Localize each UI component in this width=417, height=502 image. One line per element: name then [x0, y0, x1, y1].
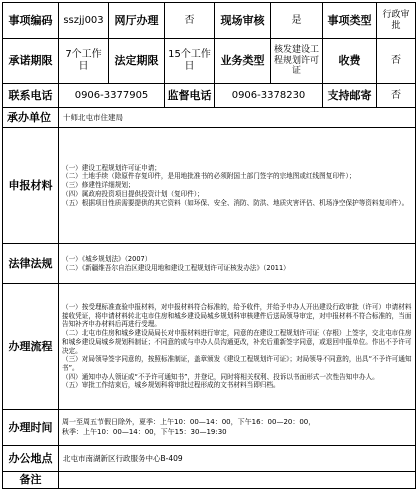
office-hours-label: 办理时间: [3, 410, 59, 446]
onsite-review-value: 是: [271, 3, 323, 39]
materials-item-2: （二）土地手续（除原件存复印件，是用地批准书的必须附国土部门签字的宗地图或红线图复印件）；: [62, 172, 356, 181]
materials-item-3: （三）修建性详细规划；: [62, 181, 135, 190]
row-laws: [3, 244, 416, 284]
remarks-value: [59, 472, 416, 489]
fee-value: 否: [377, 39, 416, 84]
mail-support-label: 支持邮寄: [323, 84, 377, 108]
handling-unit-value: 十师北屯市住建局: [59, 108, 416, 128]
service-info-table: [2, 2, 416, 489]
process-step-3: （三）对局领导签字同意的，按照标准制证，盖章颁发《建设工程规划许可证》；对局领导不同意的，出具“不予许可通知书”。: [62, 355, 412, 372]
materials-item-5: （五）根据项目性质需要提供的其它资料（如环保、安全、消防、防洪、地质灾害评估、机场净空保护等资料复印件）。: [62, 198, 409, 207]
remarks-label: 备注: [3, 472, 59, 489]
mail-support-value: 否: [377, 84, 416, 108]
contact-phone-label: 联系电话: [3, 84, 59, 108]
promise-deadline-value: 7个工作日: [59, 39, 109, 84]
row-office-location: [3, 446, 416, 472]
supervision-phone-value: 0906-3378230: [215, 84, 323, 108]
online-handling-value: 否: [165, 3, 215, 39]
business-type-label: 业务类型: [215, 39, 271, 84]
row-process: [3, 284, 416, 410]
row-deadlines: [3, 39, 416, 84]
laws-label: 法律法规: [3, 244, 59, 284]
business-type-value: 核发建设工程规划许可证: [271, 39, 323, 84]
office-hours-line-1: 周一至周五节假日除外，夏季：上午10：00—14：00，下午16：00—20：00，: [62, 418, 316, 427]
office-hours-line-2: 秋季：上午10：00—14：00，下午15：30—19:30: [62, 427, 227, 436]
legal-deadline-value: 15个工作日: [165, 39, 215, 84]
row-materials: [3, 128, 416, 244]
handling-unit-label: 承办单位: [3, 108, 59, 128]
row-office-hours: [3, 410, 416, 446]
process-step-2: （二）北屯市住房和城乡建设局局长对申报材料进行审定，同意的在建设工程规划许可证（存根）上签字，交北屯市住房和城乡建设局城乡规划科制证；不同意的或与申办人员沟通更改，补充后重新签字同意，或退回申报单位。作出不予许可决定。: [62, 329, 412, 355]
process-step-5: （五）审批工作结束后，城乡规划科将审批过程形成的文书材料当即归档。: [62, 381, 280, 390]
law-item-2: （二）《新疆维吾尔自治区建设用地和建设工程规划许可证核发办法》（2011）: [62, 263, 290, 272]
promise-deadline-label: 承诺期限: [3, 39, 59, 84]
laws-list: [59, 244, 416, 284]
office-hours-value: [59, 410, 416, 446]
supervision-phone-label: 监督电话: [165, 84, 215, 108]
onsite-review-label: 现场审核: [215, 3, 271, 39]
fee-label: 收费: [323, 39, 377, 84]
row-handling-unit: [3, 108, 416, 128]
item-type-label: 事项类型: [323, 3, 377, 39]
process-step-4: （四）通知申办人领证或“不予许可通知书”，并登记，同时将相关权利、投诉以书面形式一次性告知申办人。: [62, 372, 379, 381]
materials-item-4: （四）属政府投资项目提供投资计划（复印件）；: [62, 189, 204, 198]
process-step-1: （一）按受理标准查验申报材料，对申报材料符合标准的，给予收件，并给予申办人开出建设行政审批（许可）申请材料接收凭证，将申请材料转北屯市住房和城乡建设局城乡规划科审核建件后送局领导审定，对申报材料不符合标准的，当面告知补齐申办材料后再进行受理。: [62, 302, 412, 329]
item-code-label: 事项编码: [3, 3, 59, 39]
row-basic-info: [3, 3, 416, 39]
process-list: [59, 284, 416, 410]
row-remarks: [3, 472, 416, 489]
process-label: 办理流程: [3, 284, 59, 410]
online-handling-label: 网厅办理: [109, 3, 165, 39]
office-location-value: 北屯市南湖新区行政服务中心B-409: [59, 446, 416, 472]
row-contact: [3, 84, 416, 108]
materials-list: [59, 128, 416, 244]
item-code-value: sszjj003: [59, 3, 109, 39]
materials-label: 申报材料: [3, 128, 59, 244]
office-location-label: 办公地点: [3, 446, 59, 472]
contact-phone-value: 0906-3377905: [59, 84, 165, 108]
legal-deadline-label: 法定期限: [109, 39, 165, 84]
law-item-1: （一）《城乡规划法》（2007）: [62, 254, 152, 263]
materials-item-1: （一）建设工程规划许可证申请；: [62, 163, 161, 172]
item-type-value: 行政审批: [377, 3, 416, 39]
